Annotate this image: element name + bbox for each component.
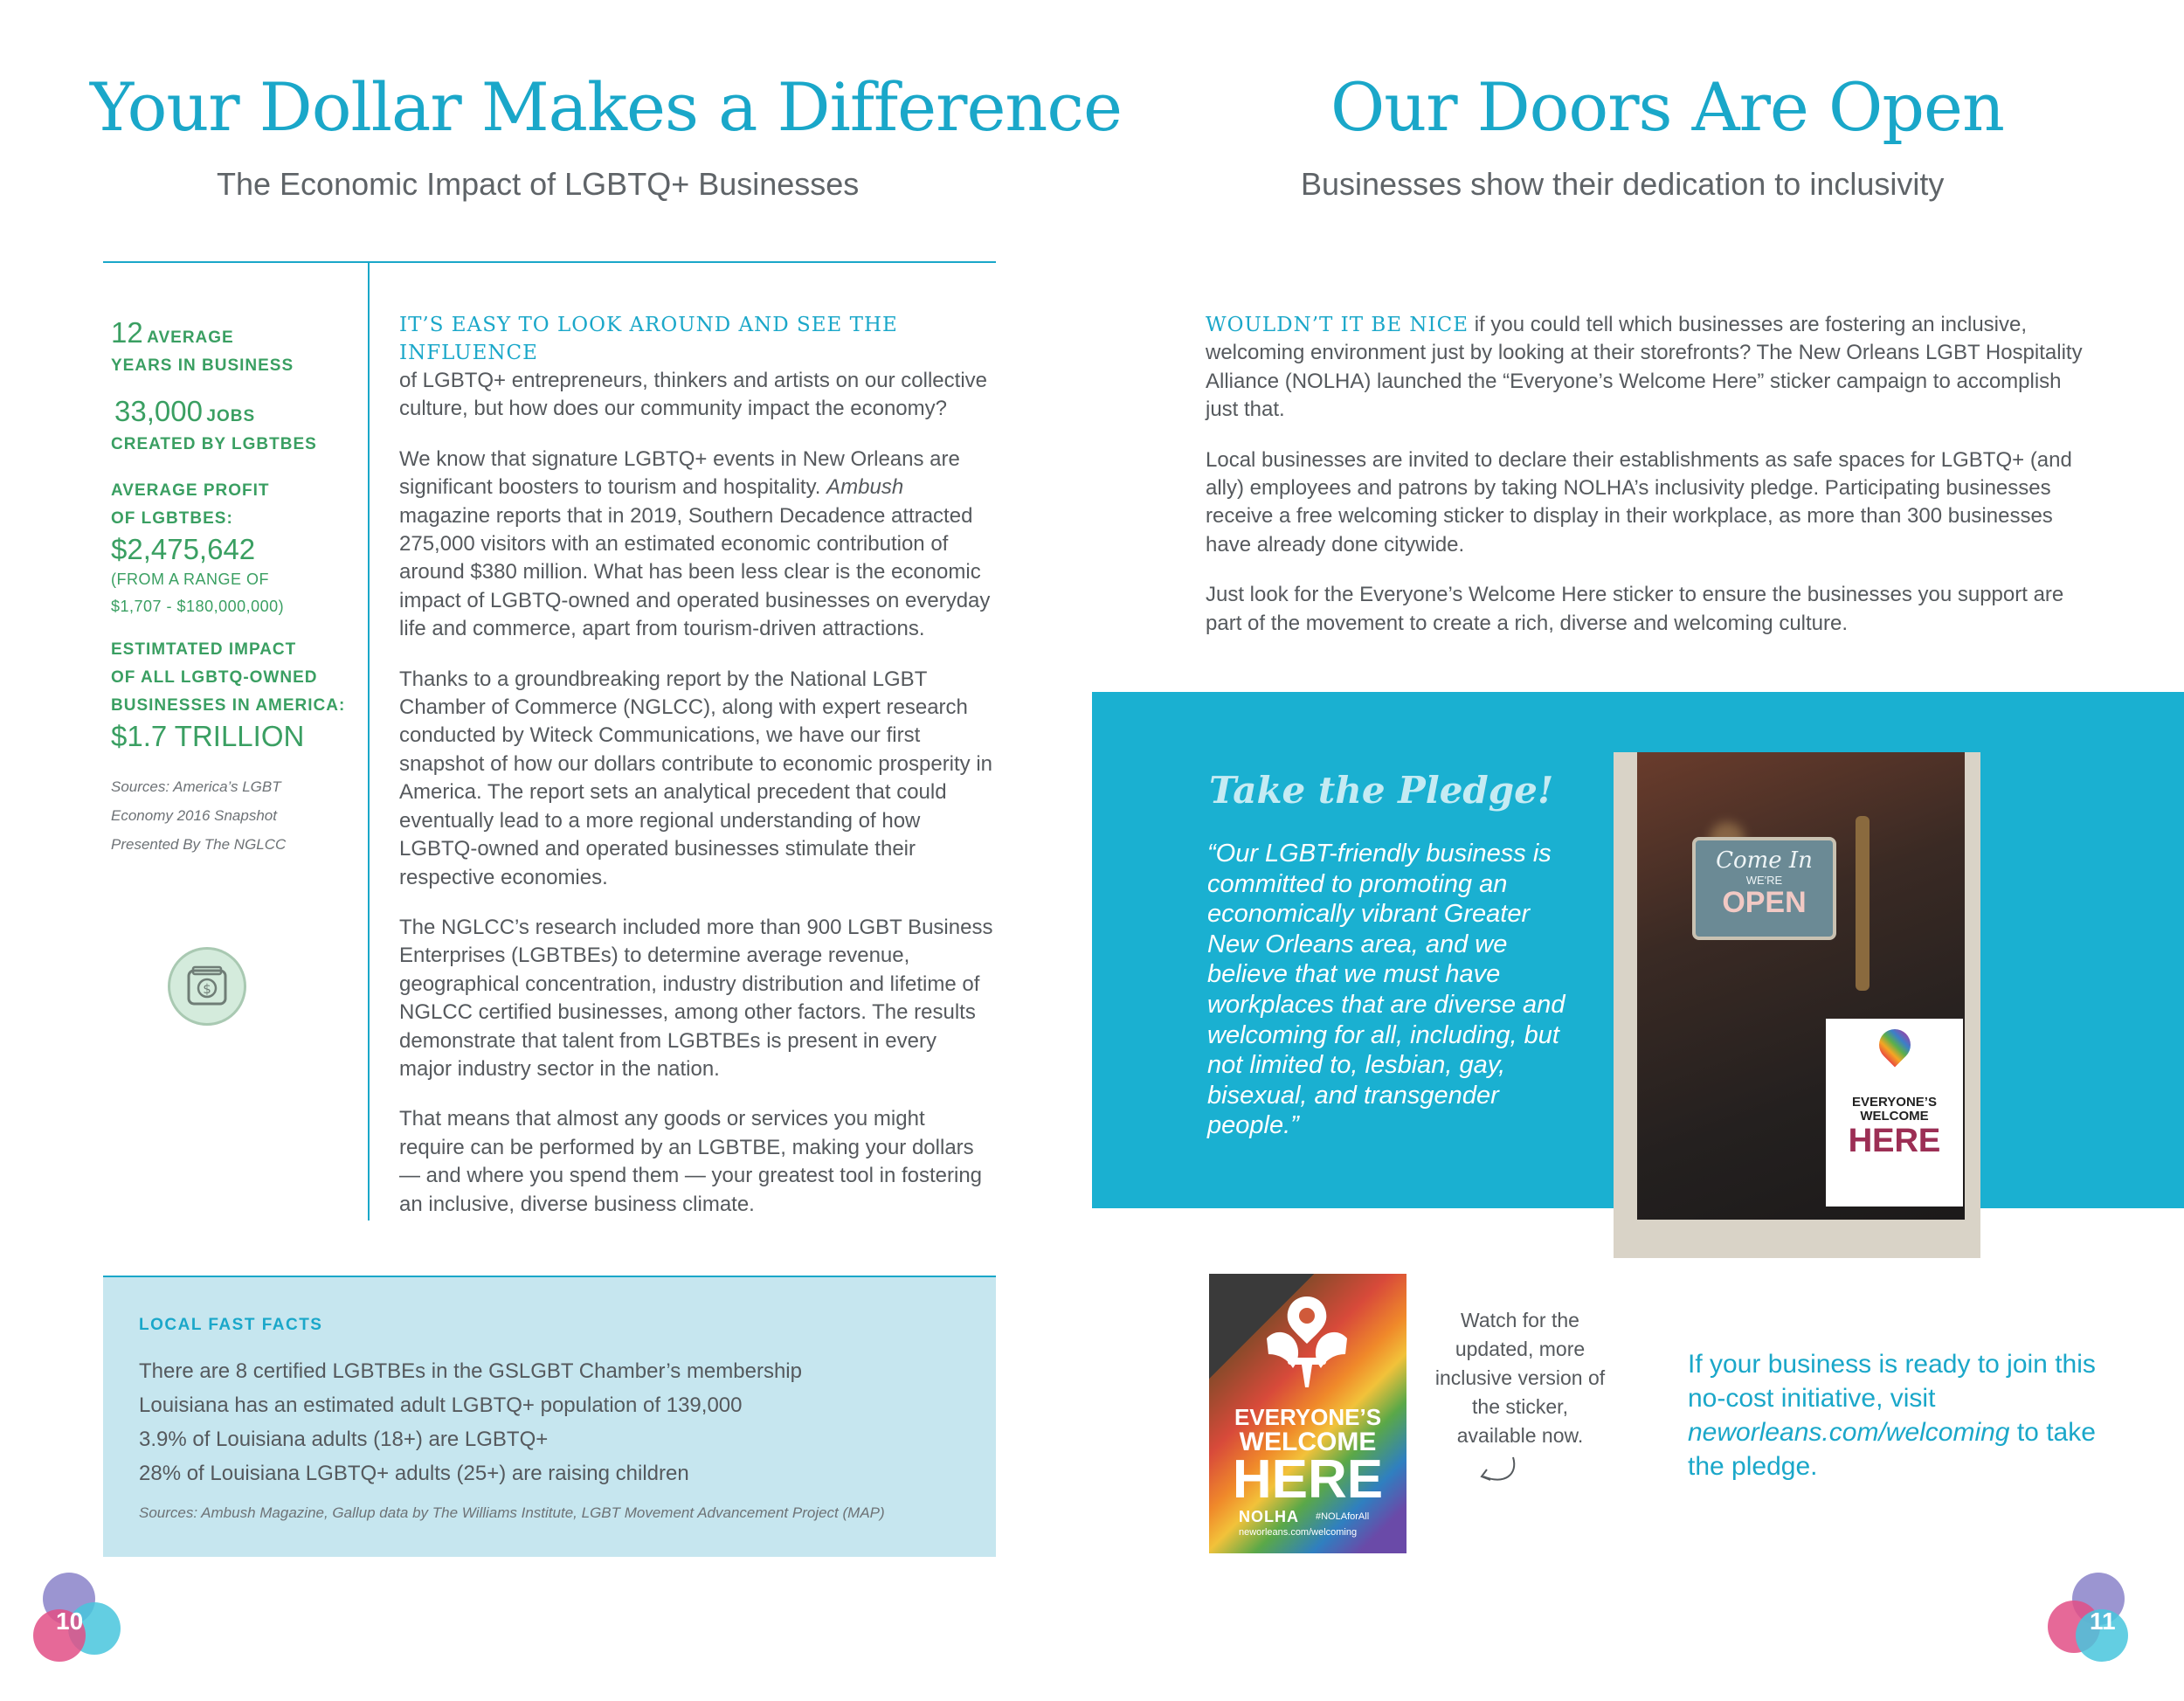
stat-impact: ESTIMTATED IMPACT OF ALL LGBTQ-OWNED BUSINESSES IN AMERICA: $1.7 TRILLION bbox=[111, 640, 346, 752]
pledge-title: Take the Pledge! bbox=[1209, 769, 1554, 812]
fact-item: 3.9% of Louisiana adults (18+) are LGBTQ+ bbox=[139, 1428, 549, 1451]
intro-paragraph-3: Just look for the Everyone’s Welcome Here sticker to ensure the businesses you support are part of the movement to create a rich, diverse and welcoming culture. bbox=[1206, 583, 2064, 635]
article-paragraph-1: of LGBTQ+ entrepreneurs, thinkers and artists on our collective culture, but how does our community impact the economy? bbox=[399, 369, 987, 421]
stats-sources: Sources: America’s LGBT Economy 2016 Snapshot Presented By The NGLCC bbox=[111, 778, 287, 853]
sticker-caption: Watch for the updated, more inclusive version of the sticker, available now. bbox=[1434, 1309, 1606, 1447]
stat-years: 12 AVERAGE YEARS IN BUSINESS bbox=[111, 316, 294, 375]
page-number: 11 bbox=[2090, 1608, 2116, 1635]
article-paragraph-3: Thanks to a groundbreaking report by the National LGBT Chamber of Commerce (NGLCC), along with expert research conducted by Witeck Communications, we have our first snapshot of how our dollars contribute to economic prosperity in America. The report sets an analytical precedent that could eventually lead to a more regional understanding of how LGBTQ-owned and operated businesses stimulate their respective economies. bbox=[399, 667, 993, 889]
door-photo bbox=[1614, 752, 1980, 1258]
intro-paragraph-1: WOULDN’T IT BE NICE if you could tell which businesses are fostering an inclusive, welcoming environment just by looking at their storefronts? The New Orleans LGBT Hospitality Alliance (NOLHA) launched the “Everyone’s Welcome Here” sticker campaign to accomplish just that. bbox=[1206, 313, 2083, 422]
fleur-de-lis-icon bbox=[1258, 1293, 1356, 1391]
stat-profit: AVERAGE PROFIT OF LGBTBES: $2,475,642 (FROM A RANGE OF $1,707 - $180,000,000) bbox=[111, 481, 285, 615]
welcome-sticker-card: EVERYONE’S WELCOME HERE NOLHA #NOLAforAll neworleans.com/welcoming bbox=[1209, 1274, 1406, 1553]
right-page-title: Our Doors Are Open bbox=[1330, 68, 2004, 146]
page-number-bubbles-right bbox=[2048, 1573, 2144, 1669]
page-number: 10 bbox=[56, 1608, 84, 1635]
door-handle bbox=[1856, 816, 1870, 991]
page-number-bubbles-left bbox=[33, 1573, 129, 1669]
fact-item: 28% of Louisiana LGBTQ+ adults (25+) are raising children bbox=[139, 1462, 689, 1485]
article-paragraph-5: That means that almost any goods or services you might require can be performed by an LGBTBE, making your dollars — and where you spend them — your greatest tool in fostering an inclusive, diverse business climate. bbox=[399, 1107, 983, 1216]
welcoming-link[interactable]: neworleans.com/welcoming bbox=[1688, 1418, 2010, 1447]
facts-list bbox=[139, 1354, 978, 1490]
right-page-subtitle: Businesses show their dedication to inclusivity bbox=[1301, 166, 1945, 202]
wallet-icon bbox=[168, 947, 246, 1026]
left-page-title: Your Dollar Makes a Difference bbox=[90, 68, 1122, 146]
stats-sidebar bbox=[111, 316, 364, 859]
curved-arrow-icon bbox=[1468, 1450, 1520, 1494]
svg-text:$: $ bbox=[203, 981, 211, 997]
fact-item: There are 8 certified LGBTBEs in the GSLGBT Chamber’s membership bbox=[139, 1359, 802, 1383]
article-lead: IT’S EASY TO LOOK AROUND AND SEE THE INFLUENCE bbox=[399, 314, 898, 364]
fact-item: Louisiana has an estimated adult LGBTQ+ population of 139,000 bbox=[139, 1393, 743, 1417]
local-fast-facts-box bbox=[103, 1276, 996, 1557]
facts-sources: Sources: Ambush Magazine, Gallup data by The Williams Institute, LGBT Movement Advancement Project (MAP) bbox=[139, 1504, 885, 1521]
left-page-subtitle: The Economic Impact of LGBTQ+ Businesses bbox=[217, 166, 860, 202]
top-rule bbox=[103, 261, 996, 263]
article-column bbox=[399, 311, 993, 1219]
right-intro bbox=[1206, 311, 2097, 638]
intro-paragraph-2: Local businesses are invited to declare their establishments as safe spaces for LGBTQ+ (and ally) employees and patrons by taking NOLHA’s inclusivity pledge. Participating businesses receive a free welcoming sticker to display in their workplace, as more than 300 businesses have already done citywide. bbox=[1206, 447, 2072, 557]
column-divider bbox=[368, 261, 370, 1220]
pledge-quote: “Our LGBT-friendly business is committed to promoting an economically vibrant Greater New Orleans area, and we believe that we must have workplaces that are diverse and welcoming for all, including, but not limited to, lesbian, gay, bisexual, and transgender people.” bbox=[1207, 840, 1565, 1140]
welcome-sticker-photo: EVERYONE’S WELCOME HERE bbox=[1826, 1019, 1963, 1207]
article-paragraph-4: The NGLCC’s research included more than 900 LGBT Business Enterprises (LGBTBEs) to determine average revenue, geographical concentration, industry distribution and lifetime of NGLCC certified businesses, among other factors. The results demonstrate that talent from LGBTBEs is present in every major industry sector in the nation. bbox=[399, 915, 993, 1081]
stat-jobs: 33,000 JOBS CREATED BY LGBTBES bbox=[111, 395, 317, 453]
open-sign: Come In WE'RE OPEN bbox=[1692, 837, 1836, 940]
facts-heading: LOCAL FAST FACTS bbox=[139, 1316, 323, 1334]
article-paragraph-2: We know that signature LGBTQ+ events in New Orleans are significant boosters to tourism and hospitality. Ambush magazine reports that in 2019, Southern Decadence attracted 275,000 visitors with an estimated economic contribution of around $380 million. What has been less clear is the economic impact of LGBTQ-owned and operated businesses on everyday life and commerce, apart from tourism-driven attractions. bbox=[399, 446, 991, 641]
call-to-action: If your business is ready to join this no-cost initiative, visit neworleans.com/welcoming to take the pledge. bbox=[1688, 1350, 2096, 1481]
